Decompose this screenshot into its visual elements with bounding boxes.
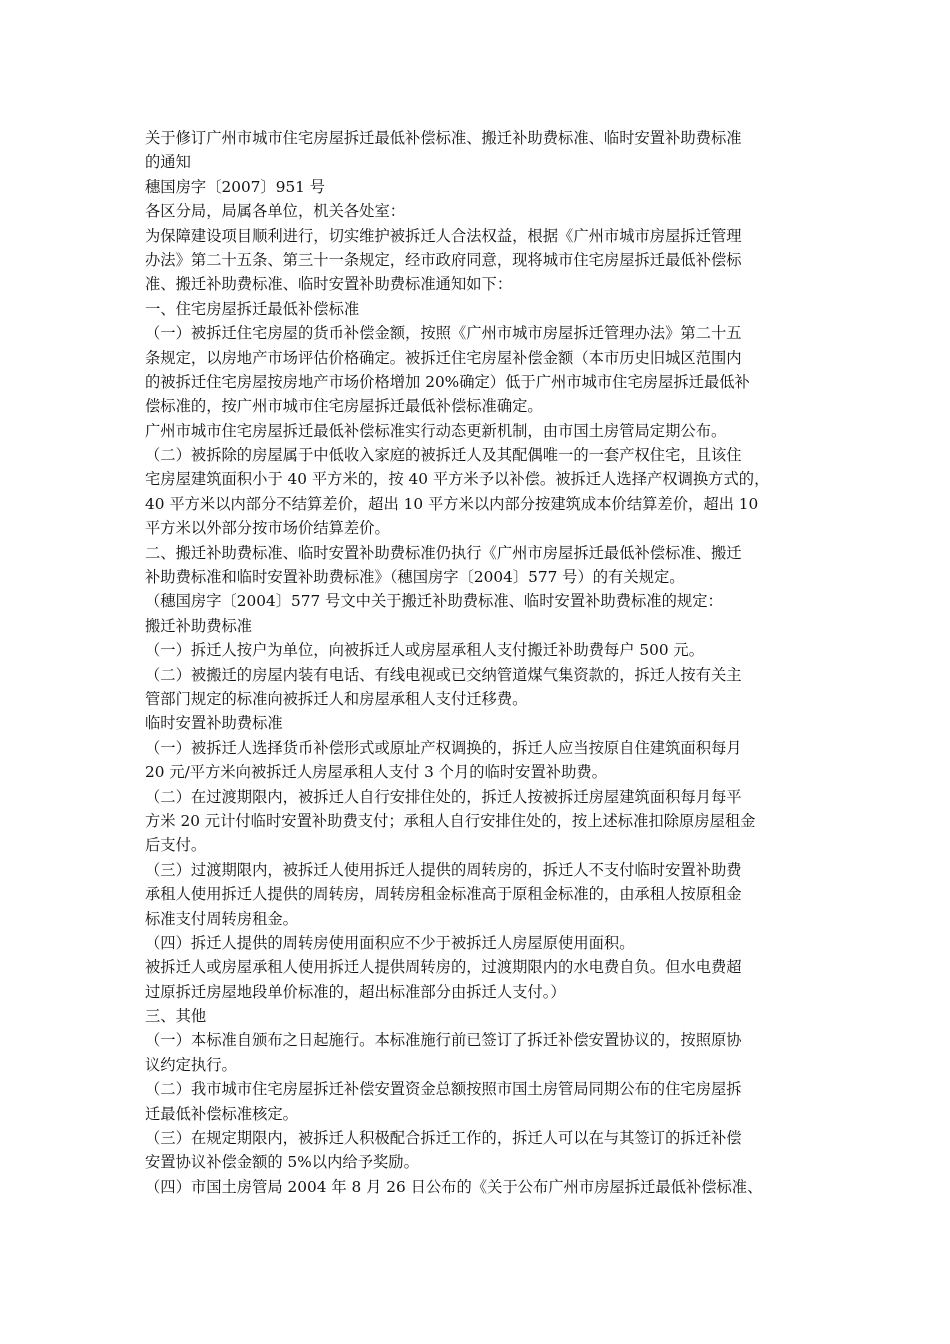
- text-line: （穗国房字〔2004〕577 号文中关于搬迁补助费标准、临时安置补助费标准的规定：: [145, 592, 723, 611]
- text-line: 的通知: [145, 153, 191, 172]
- document-body: [145, 126, 815, 1199]
- text-line: （一）拆迁人按户为单位，向被拆迁人或房屋承租人支付搬迁补助费每户 500 元。: [145, 641, 705, 660]
- text-line: 广州市城市住宅房屋拆迁最低补偿标准实行动态更新机制，由市国土房管局定期公布。: [145, 421, 727, 440]
- text-line: （三）过渡期限内，被拆迁人使用拆迁人提供的周转房的，拆迁人不支付临时安置补助费: [145, 860, 742, 879]
- text-line: 为保障建设项目顺利进行，切实维护被拆迁人合法权益，根据《广州市城市房屋拆迁管理: [145, 226, 742, 245]
- text-line: 20 元/平方米向被拆迁人房屋承租人支付 3 个月的临时安置补助费。: [145, 763, 607, 782]
- text-line: （二）在过渡期限内，被拆迁人自行安排住处的，拆迁人按被拆迁房屋建筑面积每月每平: [145, 787, 742, 806]
- text-line: 搬迁补助费标准: [145, 616, 253, 635]
- text-line: （一）被拆迁人选择货币补偿形式或原址产权调换的，拆迁人应当按原自住建筑面积每月: [145, 738, 742, 757]
- text-line: （二）被搬迁的房屋内装有电话、有线电视或已交纳管道煤气集资款的，拆迁人按有关主: [145, 665, 742, 684]
- text-line: 迁最低补偿标准核定。: [145, 1104, 298, 1123]
- text-line: 准、搬迁补助费标准、临时安置补助费标准通知如下：: [145, 275, 513, 294]
- text-line: 过原拆迁房屋地段单价标准的，超出标准部分由拆迁人支付。）: [145, 982, 566, 1001]
- text-line: （一）本标准自颁布之日起施行。本标准施行前已签订了拆迁补偿安置协议的，按照原协: [145, 1031, 742, 1050]
- text-line: 的被拆迁住宅房屋按房地产市场价格增加 20%确定）低于广州市城市住宅房屋拆迁最低补: [145, 372, 750, 391]
- text-line: 管部门规定的标准向被拆迁人和房屋承租人支付迁移费。: [145, 689, 528, 708]
- text-line: 宅房屋建筑面积小于 40 平方米的，按 40 平方米予以补偿。被拆迁人选择产权调换方式的，: [145, 470, 770, 489]
- text-line: 偿标准的，按广州市城市住宅房屋拆迁最低补偿标准确定。: [145, 397, 543, 416]
- text-line: 一、住宅房屋拆迁最低补偿标准: [145, 299, 360, 318]
- text-line: （二）我市城市住宅房屋拆迁补偿安置资金总额按照市国土房管局同期公布的住宅房屋拆: [145, 1080, 742, 1099]
- text-line: 40 平方米以内部分不结算差价，超出 10 平方米以内部分按建筑成本价结算差价，超出 10: [145, 494, 759, 513]
- text-line: 各区分局，局属各单位，机关各处室：: [145, 202, 406, 221]
- text-line: 补助费标准和临时安置补助费标准》（穗国房字〔2004〕577 号）的有关规定。: [145, 568, 685, 587]
- text-line: 二、搬迁补助费标准、临时安置补助费标准仍执行《广州市房屋拆迁最低补偿标准、搬迁: [145, 543, 742, 562]
- text-line: 平方米以外部分按市场价结算差价。: [145, 519, 390, 538]
- text-line: 穗国房字〔2007〕951 号: [145, 177, 326, 196]
- text-line: 关于修订广州市城市住宅房屋拆迁最低补偿标准、搬迁补助费标准、临时安置补助费标准: [145, 129, 742, 147]
- text-line: 三、其他: [145, 1007, 207, 1026]
- text-line: 标准支付周转房租金。: [145, 909, 298, 928]
- text-line: （四）市国土房管局 2004 年 8 月 26 日公布的《关于公布广州市房屋拆迁最低补偿标准、: [145, 1177, 763, 1196]
- text-line: 被拆迁人或房屋承租人使用拆迁人提供周转房的，过渡期限内的水电费自负。但水电费超: [145, 958, 742, 977]
- text-line: 方米 20 元计付临时安置补助费支付；承租人自行安排住处的，按上述标准扣除原房屋租金: [145, 811, 756, 830]
- text-line: （四）拆迁人提供的周转房使用面积应不少于被拆迁人房屋原使用面积。: [145, 933, 635, 952]
- text-line: 议约定执行。: [145, 1055, 237, 1074]
- text-line: 条规定，以房地产市场评估价格确定。被拆迁住宅房屋补偿金额（本市历史旧城区范围内: [145, 348, 742, 367]
- text-line: 办法》第二十五条、第三十一条规定，经市政府同意，现将城市住宅房屋拆迁最低补偿标: [145, 250, 742, 269]
- text-line: 安置协议补偿金额的 5%以内给予奖励。: [145, 1153, 419, 1172]
- text-line: （三）在规定期限内，被拆迁人积极配合拆迁工作的，拆迁人可以在与其签订的拆迁补偿: [145, 1129, 742, 1148]
- text-line: 临时安置补助费标准: [145, 714, 283, 733]
- text-line: 后支付。: [145, 836, 207, 855]
- text-line: （二）被拆除的房屋属于中低收入家庭的被拆迁人及其配偶唯一的一套产权住宅，且该住: [145, 446, 742, 465]
- text-line: （一）被拆迁住宅房屋的货币补偿金额，按照《广州市城市房屋拆迁管理办法》第二十五: [145, 324, 742, 343]
- text-line: 承租人使用拆迁人提供的周转房，周转房租金标准高于原租金标准的，由承租人按原租金: [145, 885, 742, 904]
